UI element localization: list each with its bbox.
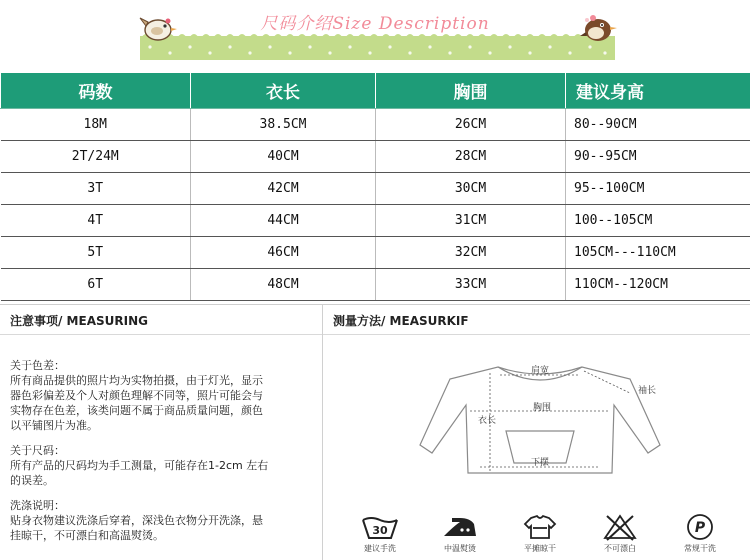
method-title-underline bbox=[323, 334, 750, 335]
cell-size: 18M bbox=[1, 109, 191, 141]
color-note-line: 所有商品提供的照片均为实物拍摄，由于灯光，显示 bbox=[10, 374, 263, 387]
care-symbols-row bbox=[330, 512, 750, 560]
header-size: 码数 bbox=[1, 73, 191, 109]
header-chest: 胸围 bbox=[376, 73, 566, 109]
table-row bbox=[1, 237, 750, 269]
care-label: 平摊晾干 bbox=[524, 544, 556, 553]
sleeve-label: 袖长 bbox=[638, 386, 657, 396]
care-item bbox=[590, 512, 650, 560]
cell-height: 90--95CM bbox=[566, 141, 750, 173]
size-table-header bbox=[1, 73, 750, 109]
cell-height: 95--100CM bbox=[566, 173, 750, 205]
dry-clean-icon bbox=[683, 512, 717, 542]
header-height: 建议身高 bbox=[566, 73, 750, 109]
care-label: 建议手洗 bbox=[364, 544, 396, 553]
care-label: 常规干洗 bbox=[684, 544, 716, 553]
cell-chest: 28CM bbox=[376, 141, 566, 173]
care-item bbox=[350, 512, 410, 560]
shoulder-label: 肩宽 bbox=[530, 366, 550, 376]
care-item bbox=[510, 512, 570, 560]
section-divider bbox=[0, 304, 750, 305]
length-label: 衣长 bbox=[477, 416, 496, 426]
size-banner bbox=[0, 0, 750, 68]
cell-length: 40CM bbox=[191, 141, 376, 173]
care-label: 中温熨烫 bbox=[444, 544, 476, 553]
size-note bbox=[10, 443, 315, 488]
wash-note-line: 挂晾干，不可漂白和高温熨烫。 bbox=[10, 529, 164, 542]
color-note bbox=[10, 358, 315, 433]
cell-length: 48CM bbox=[191, 269, 376, 301]
wash-30-icon bbox=[361, 512, 399, 542]
wash-note bbox=[10, 498, 315, 543]
color-note-line: 实物存在色差，该类问题不属于商品质量问题，颜色 bbox=[10, 404, 263, 417]
cell-chest: 31CM bbox=[376, 205, 566, 237]
notes-content bbox=[10, 358, 315, 543]
cell-height: 80--90CM bbox=[566, 109, 750, 141]
garment-measurement-diagram bbox=[330, 345, 750, 495]
size-note-line: 所有产品的尺码均为手工测量，可能存在1-2cm 左右 bbox=[10, 459, 269, 472]
table-row bbox=[1, 141, 750, 173]
cell-chest: 33CM bbox=[376, 269, 566, 301]
notes-title-underline bbox=[0, 334, 322, 335]
cell-chest: 26CM bbox=[376, 109, 566, 141]
size-note-line: 的误差。 bbox=[10, 474, 54, 487]
cell-height: 110CM--120CM bbox=[566, 269, 750, 301]
header-length: 衣长 bbox=[191, 73, 376, 109]
cell-chest: 32CM bbox=[376, 237, 566, 269]
notes-panel-title: 注意事项/ MEASURING bbox=[10, 314, 148, 328]
panel-divider bbox=[322, 305, 323, 560]
table-row bbox=[1, 109, 750, 141]
wash-note-line: 贴身衣物建议洗涤后穿着，深浅色衣物分开洗涤，悬 bbox=[10, 514, 263, 527]
iron-medium-icon bbox=[440, 512, 480, 542]
care-item bbox=[430, 512, 490, 560]
table-row bbox=[1, 269, 750, 301]
size-table bbox=[0, 72, 750, 301]
care-item bbox=[670, 512, 730, 560]
cell-length: 44CM bbox=[191, 205, 376, 237]
dry-flat-icon bbox=[521, 512, 559, 542]
table-row bbox=[1, 173, 750, 205]
wash-temperature: 30 bbox=[372, 524, 388, 537]
cell-length: 46CM bbox=[191, 237, 376, 269]
cell-height: 105CM---110CM bbox=[566, 237, 750, 269]
cell-size: 2T/24M bbox=[1, 141, 191, 173]
cell-size: 6T bbox=[1, 269, 191, 301]
cell-length: 42CM bbox=[191, 173, 376, 205]
method-panel-title: 测量方法/ MEASURKIF bbox=[333, 314, 469, 328]
table-row bbox=[1, 205, 750, 237]
banner-title: 尺码介绍Size Description bbox=[260, 14, 490, 34]
cell-height: 100--105CM bbox=[566, 205, 750, 237]
cell-size: 4T bbox=[1, 205, 191, 237]
care-label: 不可漂白 bbox=[604, 544, 636, 553]
color-note-line: 以平铺图片为准。 bbox=[10, 419, 98, 432]
cell-length: 38.5CM bbox=[191, 109, 376, 141]
hem-label: 下摆 bbox=[530, 458, 550, 468]
cell-size: 5T bbox=[1, 237, 191, 269]
no-bleach-icon bbox=[601, 512, 639, 542]
dot-pattern-decoration bbox=[140, 42, 615, 58]
wash-note-heading: 洗涤说明： bbox=[10, 499, 65, 512]
cell-size: 3T bbox=[1, 173, 191, 205]
color-note-line: 器色彩偏差及个人对颜色理解不同等，照片可能会与 bbox=[10, 389, 263, 402]
dry-clean-symbol: P bbox=[694, 520, 706, 536]
chest-label: 胸围 bbox=[532, 403, 552, 413]
cell-chest: 30CM bbox=[376, 173, 566, 205]
size-note-heading: 关于尺码： bbox=[10, 444, 65, 457]
color-note-heading: 关于色差： bbox=[10, 359, 65, 372]
